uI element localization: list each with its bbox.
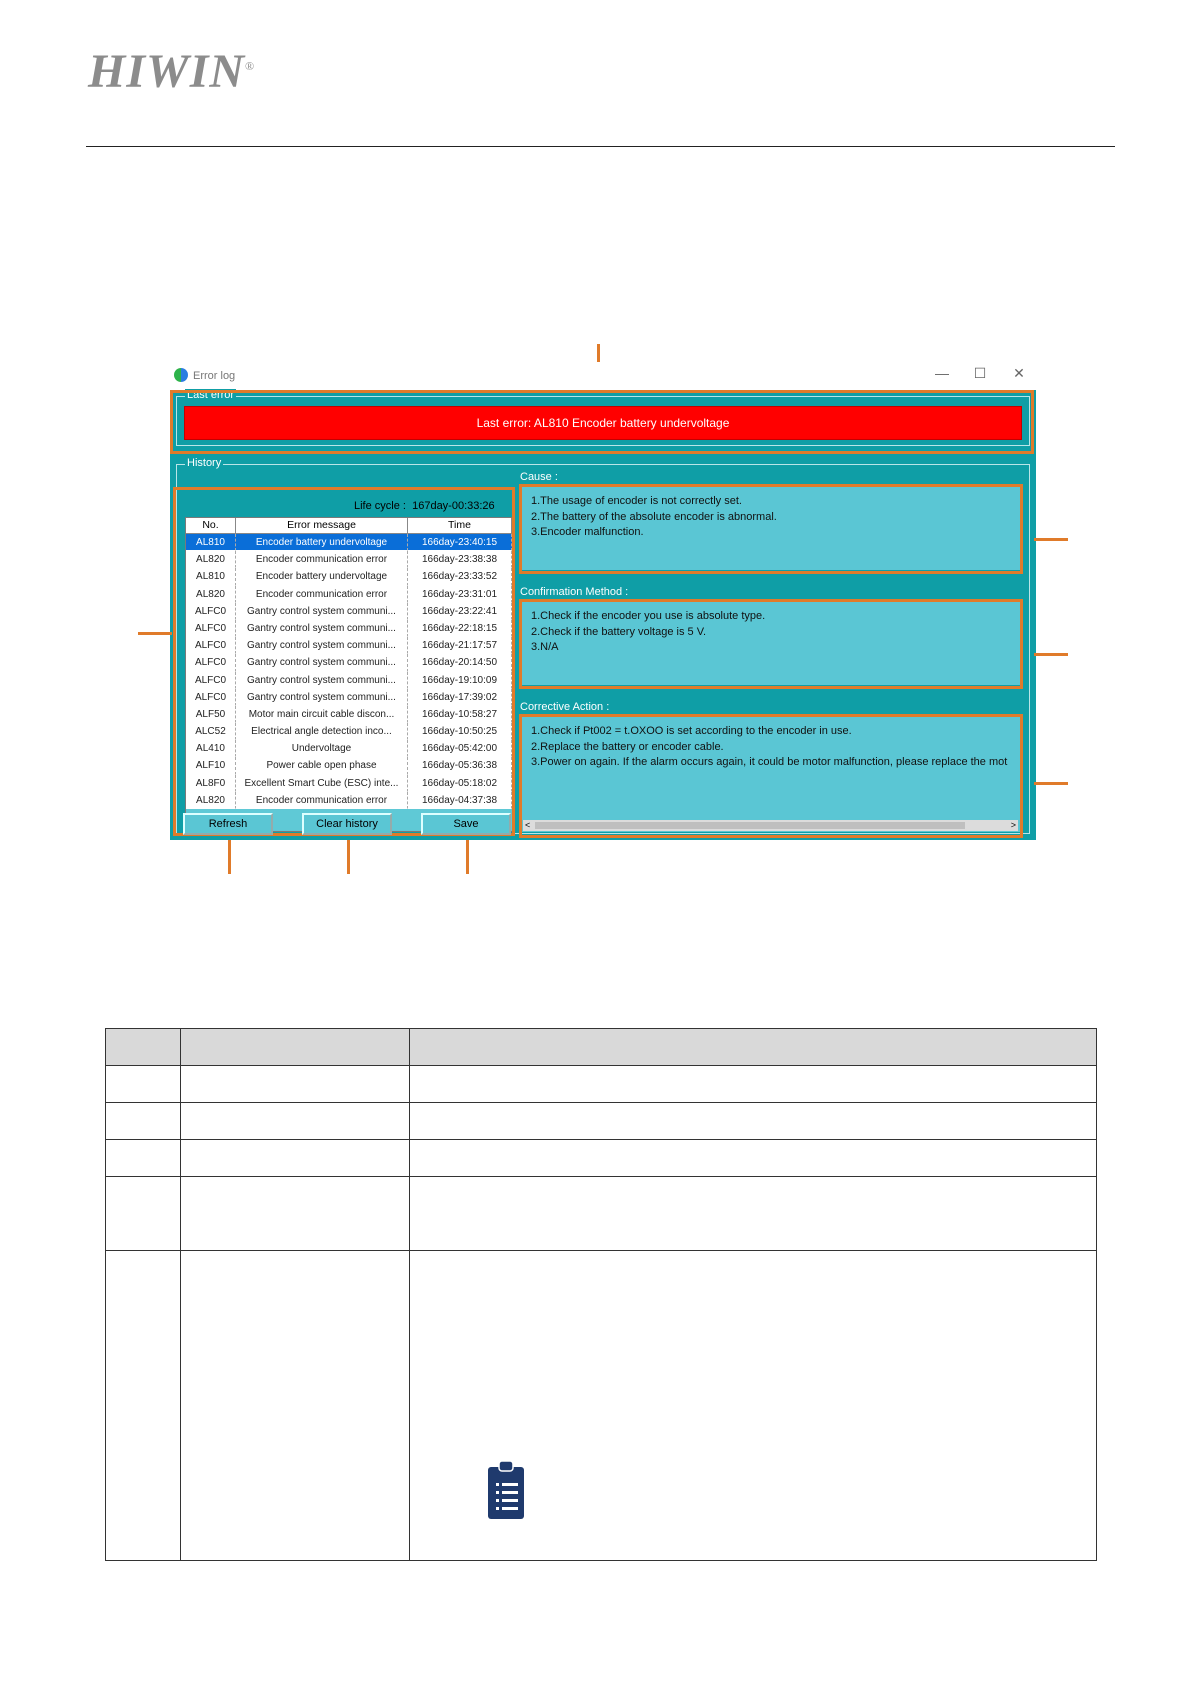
window-titlebar <box>170 362 1036 390</box>
cell-error-message: Encoder communication error <box>236 586 408 603</box>
cell-no: ALFC0 <box>186 603 236 620</box>
clipboard-note-icon <box>487 1459 525 1526</box>
table-row <box>106 1177 1097 1251</box>
cell-no: ALF50 <box>186 706 236 723</box>
last-error-group-label: Last error <box>187 389 235 401</box>
cell-no: ALC52 <box>186 723 236 740</box>
callout-line-confirmation <box>1034 653 1068 656</box>
table-header-cell <box>181 1029 410 1066</box>
table-header-cell <box>106 1029 181 1066</box>
app-icon <box>174 368 188 382</box>
cell-time: 166day-10:58:27 <box>408 706 512 723</box>
corrective-label: Corrective Action : <box>520 701 610 713</box>
cell-time: 166day-17:39:02 <box>408 689 512 706</box>
maximize-icon[interactable]: ☐ <box>973 365 987 381</box>
cell-error-message: Gantry control system communi... <box>236 637 408 654</box>
corrective-line: 1.Check if Pt002 = t.OXOO is set according to the encoder in use. <box>531 725 852 737</box>
confirmation-line: 2.Check if the battery voltage is 5 V. <box>531 625 707 638</box>
table-row <box>106 1140 1097 1177</box>
cell-error-message: Encoder battery undervoltage <box>236 534 408 551</box>
cell-error-message: Power cable open phase <box>236 757 408 774</box>
cell-time: 166day-21:17:57 <box>408 637 512 654</box>
cell-no: AL820 <box>186 792 236 809</box>
history-group-label: History <box>187 457 222 469</box>
cause-label: Cause : <box>520 471 558 483</box>
cell-error-message: Gantry control system communi... <box>236 672 408 689</box>
window-title: Error log <box>193 370 236 382</box>
callout-line-save <box>466 840 469 874</box>
cell-no: ALFC0 <box>186 689 236 706</box>
cell-error-message: Encoder battery undervoltage <box>236 568 408 585</box>
col-header-time[interactable]: Time <box>408 518 512 533</box>
table-header-row <box>106 1029 1097 1066</box>
cell-no: AL810 <box>186 534 236 551</box>
col-header-error-message[interactable]: Error message <box>236 518 408 533</box>
cell-no: AL8F0 <box>186 775 236 792</box>
cell-no: AL820 <box>186 586 236 603</box>
scroll-right-arrow[interactable]: > <box>1010 820 1016 830</box>
cell-error-message: Gantry control system communi... <box>236 654 408 671</box>
cell-no: AL810 <box>186 568 236 585</box>
highlight-corrective <box>519 714 1023 838</box>
description-table <box>105 1028 1097 1561</box>
cell-error-message: Gantry control system communi... <box>236 620 408 637</box>
life-cycle: Life cycle : 167day-00:33:26 <box>354 500 495 512</box>
table-row <box>106 1103 1097 1140</box>
table-row <box>106 1066 1097 1103</box>
callout-line-refresh <box>228 840 231 874</box>
callout-line-cause <box>1034 538 1068 541</box>
hiwin-logo: HIWIN® <box>88 45 256 98</box>
callout-line-corrective <box>1034 782 1068 785</box>
cell-error-message: Electrical angle detection inco... <box>236 723 408 740</box>
cause-line: 2.The battery of the absolute encoder is abnormal. <box>531 510 777 523</box>
cell-time: 166day-23:22:41 <box>408 603 512 620</box>
cell-time: 166day-23:38:38 <box>408 551 512 568</box>
cell-error-message: Gantry control system communi... <box>236 689 408 706</box>
corrective-line: 3.Power on again. If the alarm occurs again, it could be motor malfunction, please replace the mot <box>531 756 1008 768</box>
cell-error-message: Undervoltage <box>236 740 408 757</box>
cause-line: 1.The usage of encoder is not correctly set. <box>531 495 742 507</box>
cell-no: ALFC0 <box>186 654 236 671</box>
last-error-banner: Last error: AL810 Encoder battery undervoltage <box>184 406 1022 440</box>
corrective-line: 2.Replace the battery or encoder cable. <box>531 740 724 753</box>
cell-error-message: Encoder communication error <box>236 551 408 568</box>
cell-time: 166day-23:31:01 <box>408 586 512 603</box>
cell-error-message: Excellent Smart Cube (ESC) inte... <box>236 775 408 792</box>
highlight-history <box>173 487 515 836</box>
cell-no: ALFC0 <box>186 672 236 689</box>
cause-line: 3.Encoder malfunction. <box>531 526 644 538</box>
cell-time: 166day-23:33:52 <box>408 568 512 585</box>
table-header-cell <box>410 1029 1097 1066</box>
highlight-confirmation <box>519 599 1023 689</box>
cell-time: 166day-22:18:15 <box>408 620 512 637</box>
highlight-last-error <box>170 390 1034 454</box>
callout-line-history <box>138 632 172 635</box>
clear-history-button[interactable]: Clear history <box>302 813 392 835</box>
cell-time: 166day-23:40:15 <box>408 534 512 551</box>
refresh-button[interactable]: Refresh <box>183 813 273 835</box>
cell-error-message: Encoder communication error <box>236 792 408 809</box>
error-log-window <box>170 362 1036 840</box>
confirmation-line: 1.Check if the encoder you use is absolute type. <box>531 610 766 622</box>
confirmation-label: Confirmation Method : <box>520 586 629 598</box>
close-icon[interactable]: ✕ <box>1013 365 1025 381</box>
cell-no: AL410 <box>186 740 236 757</box>
confirmation-line: 3.N/A <box>531 641 559 653</box>
window-client <box>170 390 1036 840</box>
header-rule <box>86 146 1115 147</box>
cell-time: 166day-05:42:00 <box>408 740 512 757</box>
cell-no: ALF10 <box>186 757 236 774</box>
cell-time: 166day-05:18:02 <box>408 775 512 792</box>
cell-time: 166day-20:14:50 <box>408 654 512 671</box>
cell-no: AL820 <box>186 551 236 568</box>
callout-line-clear-history <box>347 840 350 874</box>
cell-time: 166day-10:50:25 <box>408 723 512 740</box>
col-header-no[interactable]: No. <box>186 518 236 533</box>
cell-time: 166day-04:37:38 <box>408 792 512 809</box>
minimize-icon[interactable]: — <box>935 365 949 381</box>
highlight-cause <box>519 484 1023 574</box>
cell-no: ALFC0 <box>186 637 236 654</box>
cell-error-message: Motor main circuit cable discon... <box>236 706 408 723</box>
cell-time: 166day-05:36:38 <box>408 757 512 774</box>
cell-no: ALFC0 <box>186 620 236 637</box>
save-button[interactable]: Save <box>421 813 511 835</box>
cell-time: 166day-19:10:09 <box>408 672 512 689</box>
scroll-left-arrow[interactable]: < <box>525 820 531 830</box>
cell-error-message: Gantry control system communi... <box>236 603 408 620</box>
table-row <box>106 1251 1097 1561</box>
